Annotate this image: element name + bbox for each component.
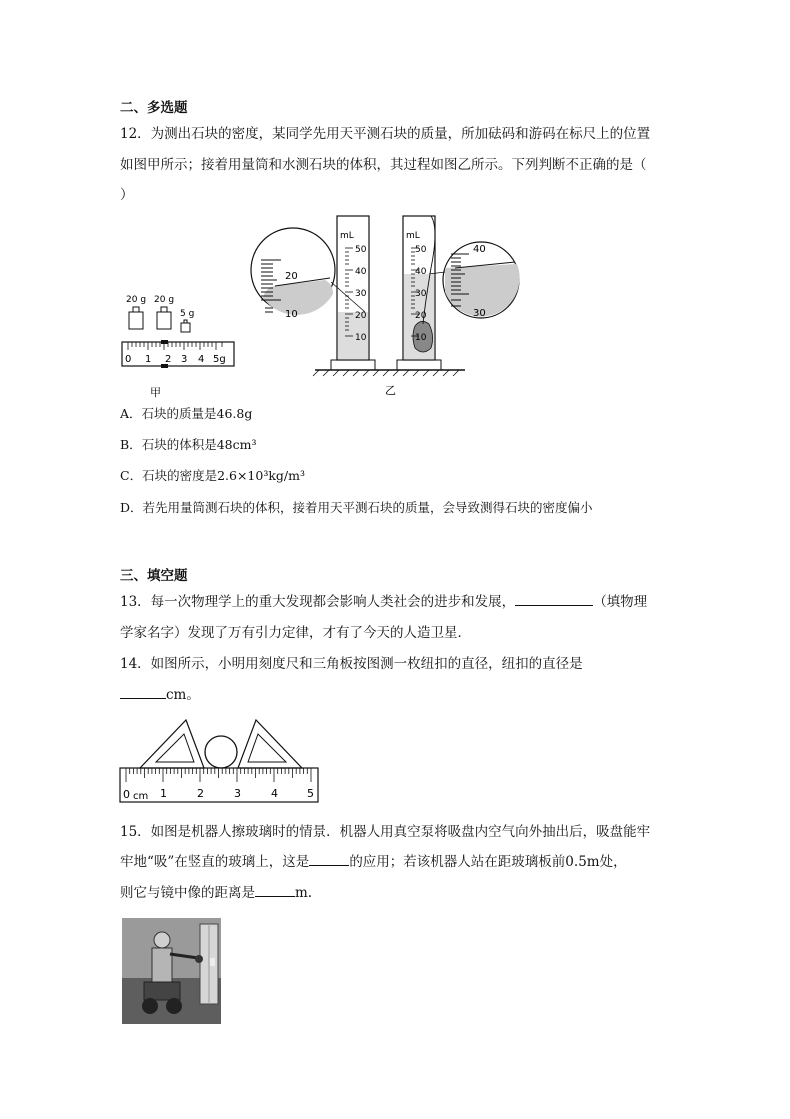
ruler-numbers <box>123 787 314 802</box>
q15-line-3 <box>120 884 312 902</box>
robot-wheel-left <box>142 998 158 1014</box>
weight-label-3: 5 g <box>180 309 195 319</box>
triangle-left <box>140 720 204 768</box>
q12-option-d <box>120 499 593 517</box>
zoom-right-label-30: 30 <box>473 308 486 319</box>
scale-num-3: 3 <box>181 354 188 365</box>
q12-stem-line-2: 如图甲所示；接着用量筒和水测石块的体积，其过程如图乙所示。下列判断不正确的是（ <box>120 157 647 173</box>
zoom-left-label-20: 20 <box>285 271 298 282</box>
cyl-left-40: 40 <box>355 267 367 277</box>
robot-wheel-right <box>166 998 182 1014</box>
figure-yi-caption: 乙 <box>385 384 396 397</box>
zoom-left-label-10: 10 <box>285 309 298 320</box>
weight-20g-1 <box>129 312 143 329</box>
triangle-right-inner <box>248 734 286 762</box>
option-d-label: D． <box>120 500 143 515</box>
cylinder-left-base <box>331 360 375 370</box>
scale-num-5g: 5g <box>213 354 226 365</box>
ruler-num-4: 4 <box>271 787 278 800</box>
robot-body <box>152 948 172 982</box>
q13-line-1 <box>120 593 647 611</box>
section-title-multiple-choice: 二、多选题 <box>120 100 188 116</box>
weight-20g-2 <box>157 312 171 329</box>
triangle-left-inner <box>156 734 194 762</box>
q13-text-b: （填物理 <box>593 594 648 610</box>
ruler-num-3: 3 <box>234 787 241 800</box>
rider-top <box>161 340 168 344</box>
button-disc <box>205 736 237 768</box>
option-a-label: A． <box>120 406 142 421</box>
triangle-right <box>238 720 302 768</box>
cyl-right-10: 10 <box>415 333 427 343</box>
q14-line-2 <box>120 686 200 704</box>
cyl-right-20: 20 <box>415 311 427 321</box>
scale-num-0: 0 <box>125 354 132 365</box>
q12-option-a <box>120 405 252 423</box>
scale-num-4: 4 <box>198 354 205 365</box>
ruler-unit-cm: cm <box>133 791 149 802</box>
cylinder-right-base <box>397 360 441 370</box>
ruler-ticks <box>126 768 311 782</box>
q15-text-3a: 则它与镜中像的距离是 <box>120 885 255 901</box>
figure-jia-caption: 甲 <box>150 386 161 399</box>
q15-answer-blank-2[interactable] <box>255 884 295 897</box>
cyl-left-10: 10 <box>355 333 367 343</box>
robot-head <box>154 932 170 948</box>
q15-text-2a: 牢地“吸”在竖直的玻璃上，这是 <box>120 854 310 870</box>
ruler-num-0: 0 <box>123 788 130 801</box>
beam-ticks <box>128 342 222 350</box>
option-c-label: C． <box>120 468 143 483</box>
cyl-right-40: 40 <box>415 267 427 277</box>
option-a-text: 石块的质量是46.8g <box>141 406 253 421</box>
beam-numbers <box>125 354 226 365</box>
figure-ruler-button <box>116 718 324 808</box>
connector-right <box>429 272 445 274</box>
glass-handle <box>210 958 215 966</box>
robot-photo <box>122 918 221 1024</box>
figure-yi-cylinders <box>245 208 525 402</box>
cyl-left-30: 30 <box>355 289 367 299</box>
option-b-text: 石块的体积是48cm³ <box>141 437 257 452</box>
q12-option-c <box>120 467 305 485</box>
q15-text-2b: 的应用；若该机器人站在距玻璃板前0.5m处， <box>349 854 627 870</box>
q12-stem-line-3: ） <box>120 187 134 203</box>
figure-jia-balance <box>118 290 240 402</box>
q14-unit: cm。 <box>166 687 200 703</box>
q14-line-1: 14．如图所示，小明用刻度尺和三角板按图测一枚纽扣的直径，纽扣的直径是 <box>120 656 583 672</box>
cyl-right-50: 50 <box>415 245 427 255</box>
cyl-right-30: 30 <box>415 289 427 299</box>
table-hatching <box>313 370 459 376</box>
q15-answer-blank-1[interactable] <box>309 853 349 866</box>
weight-knob-1 <box>133 307 139 312</box>
q15-line-1: 15．如图是机器人擦玻璃时的情景．机器人用真空泵将吸盘内空气向外抽出后，吸盘能牢 <box>120 824 651 840</box>
q13-line-2: 学家名字）发现了万有引力定律，才有了今天的人造卫星． <box>120 625 471 641</box>
robot-base <box>144 982 180 1000</box>
cyl-left-50: 50 <box>355 245 367 255</box>
q13-text-a: 13．每一次物理学上的重大发现都会影响人类社会的进步和发展， <box>120 594 516 610</box>
weight-label-1: 20 g <box>126 295 147 305</box>
option-c-text: 石块的密度是2.6×10³kg/m³ <box>142 468 305 483</box>
cylinder-right-unit: mL <box>406 231 420 241</box>
option-d-text: 若先用量筒测石块的体积，接着用天平测石块的质量，会导致测得石块的密度偏小 <box>142 500 593 515</box>
zoom-right-label-40: 40 <box>473 244 486 255</box>
cylinder-left-unit: mL <box>340 231 354 241</box>
q12-option-b <box>120 436 256 454</box>
q12-stem-line-1: 12．为测出石块的密度，某同学先用天平测石块的质量，所加砝码和游码在标尺上的位置 <box>120 126 651 142</box>
ruler-num-5: 5 <box>307 787 314 800</box>
section-title-fill-blank: 三、填空题 <box>120 568 188 584</box>
q13-answer-blank[interactable] <box>515 593 593 606</box>
scale-num-2: 2 <box>165 354 172 365</box>
q15-text-3b: m. <box>295 885 313 901</box>
suction-cup <box>195 955 203 963</box>
weight-label-2: 20 g <box>154 295 175 305</box>
ruler-num-1: 1 <box>160 787 167 800</box>
q15-line-2 <box>120 853 627 871</box>
weight-5g <box>181 323 190 332</box>
cyl-left-20: 20 <box>355 311 367 321</box>
scale-num-1: 1 <box>145 354 152 365</box>
option-b-label: B． <box>120 437 142 452</box>
ruler-body <box>120 768 318 802</box>
zoom-left-water <box>263 280 333 315</box>
weight-knob-2 <box>161 307 167 312</box>
ruler-num-2: 2 <box>197 787 204 800</box>
q14-answer-blank[interactable] <box>120 686 166 699</box>
